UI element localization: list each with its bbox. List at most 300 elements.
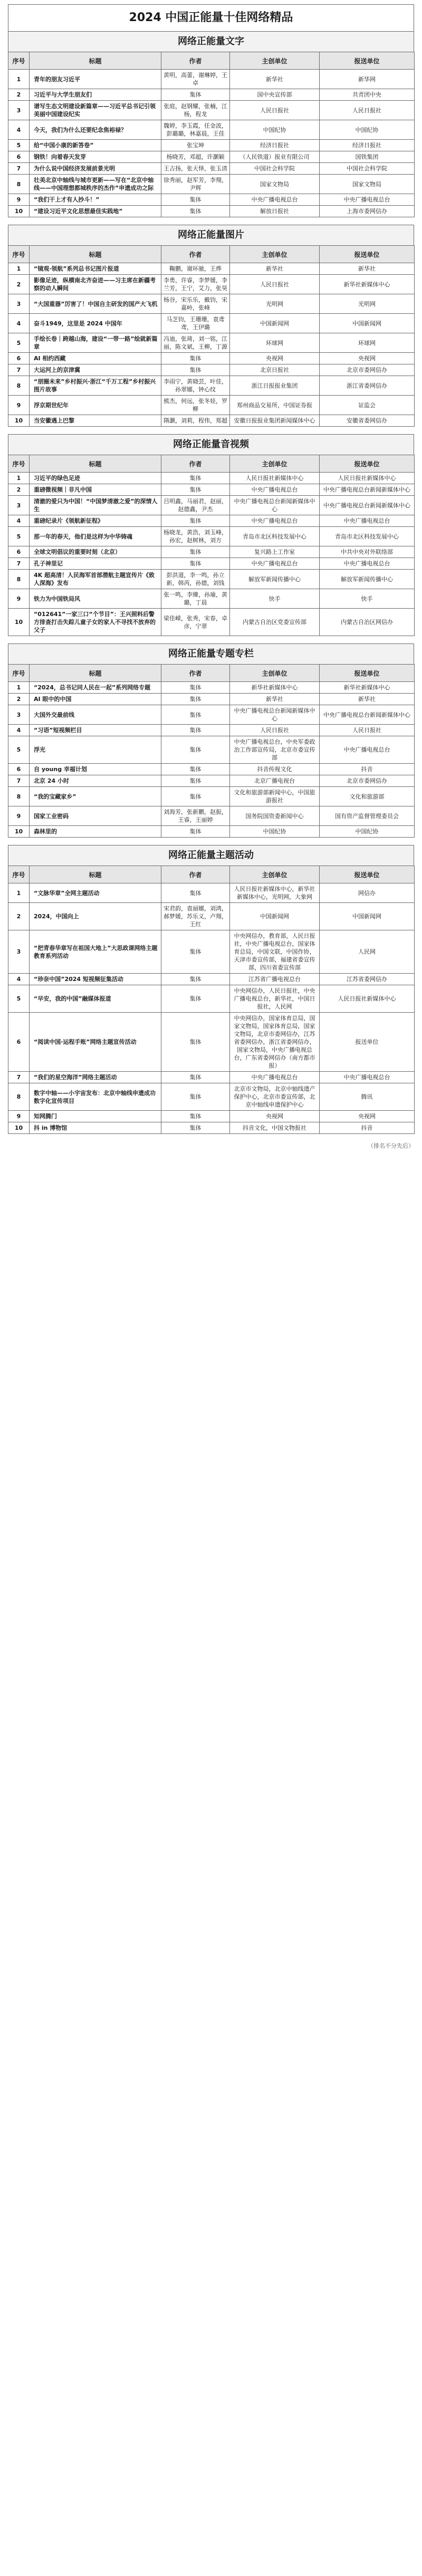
cell-author: 李雨宁，黄晓芸，叶佳，孙翠娜，钟心纹	[161, 376, 230, 396]
section-4	[8, 643, 414, 838]
cell-unit: 中国社会科学院	[230, 163, 320, 175]
cell-title: 青年的朋友习近平	[30, 70, 161, 89]
cell-title: “珍奈中国”2024 短视频征集活动	[30, 974, 161, 985]
cell-author: 黄明，高蕾，谢琳婷，王卓	[161, 70, 230, 89]
cell-submitter: 共青团中央	[320, 89, 415, 101]
table-header-row	[8, 246, 415, 263]
cell-submitter: 新华社	[320, 694, 415, 705]
header-index: 序号	[8, 866, 30, 883]
table-row	[8, 473, 415, 484]
table-row	[8, 194, 415, 206]
table-row	[8, 415, 415, 427]
cell-index: 2	[8, 484, 30, 496]
cell-title: “镜观·领航”系列总书记图片报道	[30, 263, 161, 275]
cell-submitter: 中国纪协	[320, 120, 415, 140]
cell-unit: 新华社	[230, 70, 320, 89]
cell-index: 10	[8, 609, 30, 636]
cell-author: 集体	[161, 515, 230, 527]
cell-title: “大国重器”厉害了！中国自主研发的国产大飞机	[30, 294, 161, 314]
cell-author: 王吉扬，张天怿，张玉清	[161, 163, 230, 175]
cell-title: 那一年的春天，他们是这样为中华铸魂	[30, 527, 161, 546]
table-row	[8, 496, 415, 515]
header-submitter: 报送单位	[320, 455, 415, 473]
cell-unit: 人民日报社	[230, 101, 320, 120]
table-row	[8, 985, 415, 1013]
cell-submitter: 文化和旅游部	[320, 787, 415, 806]
header-submitter: 报送单位	[320, 246, 415, 263]
table-row	[8, 570, 415, 589]
cell-unit: 文化和旅游部新闻中心，中国旅游报社	[230, 787, 320, 806]
cell-title: 北京 24 小时	[30, 775, 161, 787]
cell-unit: 抖音传视文化	[230, 764, 320, 775]
cell-unit: 人民日报社	[230, 275, 320, 294]
section-title: 网络正能量专题专栏	[8, 643, 414, 664]
cell-submitter: 中国新闻网	[320, 903, 415, 930]
section-title: 网络正能量图片	[8, 225, 414, 245]
header-title: 标题	[30, 246, 161, 263]
cell-unit: 新华社	[230, 263, 320, 275]
cell-index: 5	[8, 140, 30, 151]
cell-unit: 中央广播电视总台	[230, 484, 320, 496]
table-row	[8, 1013, 415, 1072]
table-row	[8, 364, 415, 376]
cell-author: 熊杰，何远，张冬娃，罗柳	[161, 396, 230, 415]
header-index: 序号	[8, 246, 30, 263]
header-unit: 主创单位	[230, 866, 320, 883]
cell-index: 1	[8, 883, 30, 903]
table-row	[8, 736, 415, 764]
cell-author: 杨晓龙，黄浩，刘玉峰，孙宏，赵树林，刘方	[161, 527, 230, 546]
cell-author: 马芝钧，王珊珊，袁鸢鸢，王伊璐	[161, 314, 230, 333]
section-3	[8, 434, 414, 636]
cell-title: “建设习近平文化思想最佳实践地”	[30, 206, 161, 217]
cell-submitter: 新华社	[320, 263, 415, 275]
header-unit: 主创单位	[230, 52, 320, 70]
cell-title: 大运河上的京津冀	[30, 364, 161, 376]
cell-author: 集体	[161, 558, 230, 570]
cell-author: 集体	[161, 736, 230, 764]
cell-author: 集体	[161, 1013, 230, 1072]
cell-author: 集体	[161, 484, 230, 496]
table-row	[8, 140, 415, 151]
header-submitter: 报送单位	[320, 866, 415, 883]
table-row	[8, 725, 415, 736]
cell-submitter: 人民日报社	[320, 725, 415, 736]
cell-title: “2024，总书记同人民在一起”系列网络专题	[30, 682, 161, 694]
cell-author: 集体	[161, 764, 230, 775]
table-row	[8, 589, 415, 609]
cell-unit: 国务院国资委新闻中心	[230, 806, 320, 826]
cell-index: 8	[8, 787, 30, 806]
table-row	[8, 120, 415, 140]
cell-title: “我的宝藏家乡”	[30, 787, 161, 806]
cell-submitter: 人民日报社新媒体中心	[320, 473, 415, 484]
cell-title: 孔子神里记	[30, 558, 161, 570]
table-row	[8, 609, 415, 636]
header-title: 标题	[30, 52, 161, 70]
cell-submitter: 环球网	[320, 333, 415, 353]
cell-title: “习语”短视频栏目	[30, 725, 161, 736]
cell-unit: 中央广播电视总台	[230, 194, 320, 206]
cell-submitter: 中央广播电视总台新闻新媒体中心	[320, 484, 415, 496]
cell-author: 集体	[161, 883, 230, 903]
cell-unit: 人民日报社	[230, 725, 320, 736]
cell-title: 壮美北京中轴线与城市更新——写在“北京中轴线——中国理想都城秩序的杰作”申遗成功之际	[30, 175, 161, 194]
section-title: 网络正能量主题活动	[8, 845, 414, 866]
cell-unit: 复兴路上工作室	[230, 546, 320, 558]
cell-index: 8	[8, 1083, 30, 1111]
cell-unit: 中央网信办，国家体育总局，国家文物局，国家体育总局，国家文物局，北京市委网信办，江苏省委网信办，浙江省委网信办，国家文物局，中央广播电视总台，广东省委网信办（南方都市报）	[230, 1013, 320, 1072]
cell-title: 铁力为中国铁局风	[30, 589, 161, 609]
cell-author: 集体	[161, 725, 230, 736]
cell-author: 集体	[161, 930, 230, 974]
table-row	[8, 930, 415, 974]
cell-index: 7	[8, 775, 30, 787]
header-index: 序号	[8, 52, 30, 70]
cell-title: “把青春华章写在祖国大地上”大思政课网络主题教育系列活动	[30, 930, 161, 974]
cell-unit: 中央广播电视总台，中央军委政治工作部宣传局，北京市委宣传部	[230, 736, 320, 764]
cell-index: 8	[8, 175, 30, 194]
cell-title: “我们的星空海洋”网络主题活动	[30, 1072, 161, 1083]
document-page	[8, 0, 414, 1150]
cell-submitter: 青岛市北区科技发展中心	[320, 527, 415, 546]
header-submitter: 报送单位	[320, 665, 415, 682]
cell-author: 张庭，赵钢耀，张楠，江杨，程龙	[161, 101, 230, 120]
table-row	[8, 558, 415, 570]
cell-index: 3	[8, 496, 30, 515]
cell-submitter: 央视网	[320, 1111, 415, 1122]
cell-index: 10	[8, 1122, 30, 1134]
awards-table	[8, 664, 415, 838]
cell-index: 10	[8, 415, 30, 427]
table-header-row	[8, 52, 415, 70]
cell-unit: 快手	[230, 589, 320, 609]
cell-index: 4	[8, 725, 30, 736]
table-row	[8, 484, 415, 496]
cell-unit: 解放军新闻传播中心	[230, 570, 320, 589]
table-row	[8, 263, 415, 275]
awards-table	[8, 866, 415, 1134]
cell-author: 彭洪道，李一鸣，孙立新，韩芮，孙德，刘钱	[161, 570, 230, 589]
table-row	[8, 163, 415, 175]
cell-submitter: 上海市委网信办	[320, 206, 415, 217]
table-row	[8, 175, 415, 194]
cell-author: 集体	[161, 705, 230, 725]
cell-submitter: 新华网	[320, 70, 415, 89]
cell-author: 集体	[161, 775, 230, 787]
cell-title: “阅读中国·运程手账”网络主题宣传活动	[30, 1013, 161, 1072]
table-row	[8, 1111, 415, 1122]
cell-unit: 中国新闻网	[230, 903, 320, 930]
cell-unit: 中央广播电视总台	[230, 515, 320, 527]
header-author: 作者	[161, 665, 230, 682]
document-title: 2024 中国正能量十佳网络精品	[8, 4, 414, 31]
section-2	[8, 225, 414, 427]
table-row	[8, 682, 415, 694]
header-author: 作者	[161, 455, 230, 473]
cell-index: 5	[8, 736, 30, 764]
header-title: 标题	[30, 455, 161, 473]
cell-index: 7	[8, 558, 30, 570]
cell-submitter: 解放军新闻传播中心	[320, 570, 415, 589]
cell-index: 1	[8, 682, 30, 694]
table-row	[8, 515, 415, 527]
cell-title: 4K 超高清！人民海军首部潜航主题宣传片《致人深海》发布	[30, 570, 161, 589]
cell-submitter: 中国新闻网	[320, 314, 415, 333]
cell-submitter: 人民日报社新媒体中心	[320, 985, 415, 1013]
table-header-row	[8, 455, 415, 473]
cell-title: “我们干上才有人抄斗！”	[30, 194, 161, 206]
cell-author: 魏婷，李玉霞，任金波，彭璐璐，林嘉晨，王佳	[161, 120, 230, 140]
cell-author: 集体	[161, 1072, 230, 1083]
cell-author: 冯迪，张琦，刘一铭，江丽，陈文斌，王柳，丁源	[161, 333, 230, 353]
cell-title: 习近平的绿色足迹	[30, 473, 161, 484]
cell-index: 9	[8, 589, 30, 609]
cell-title: 清澈的爱只为中国！“中国梦清澈之爱”的深情人生	[30, 496, 161, 515]
cell-title: 影像足迹，纵横南北齐奋进——习主席在新疆考察的动人瞬间	[30, 275, 161, 294]
table-header-row	[8, 665, 415, 682]
header-index: 序号	[8, 455, 30, 473]
cell-author: 集体	[161, 826, 230, 838]
cell-title: 重磅纪录片《领航新征程》	[30, 515, 161, 527]
cell-author: 集体	[161, 1122, 230, 1134]
section-1	[8, 31, 414, 217]
awards-table	[8, 245, 415, 427]
table-row	[8, 275, 415, 294]
cell-index: 9	[8, 194, 30, 206]
cell-author: 集体	[161, 473, 230, 484]
cell-author: 集体	[161, 89, 230, 101]
cell-index: 4	[8, 974, 30, 985]
cell-unit: 中央广播电视总台	[230, 558, 320, 570]
table-row	[8, 314, 415, 333]
cell-unit: 人民日报社新媒体中心	[230, 473, 320, 484]
cell-unit: 浙江日报报业集团	[230, 376, 320, 396]
cell-index: 5	[8, 985, 30, 1013]
cell-index: 3	[8, 930, 30, 974]
cell-title: 自 young 幸福计划	[30, 764, 161, 775]
cell-index: 6	[8, 353, 30, 364]
cell-index: 9	[8, 396, 30, 415]
header-author: 作者	[161, 52, 230, 70]
cell-unit: 新华社	[230, 694, 320, 705]
cell-unit: 人民日报社新媒体中心，新华社新媒体中心，光明网，大象网	[230, 883, 320, 903]
table-row	[8, 764, 415, 775]
cell-index: 9	[8, 1111, 30, 1122]
cell-author: 徐秀丽，赵军芳，李翔，尹辉	[161, 175, 230, 194]
cell-submitter: 中央广播电视总台新闻新媒体中心	[320, 496, 415, 515]
cell-submitter: 中央广播电视总台	[320, 515, 415, 527]
cell-index: 3	[8, 294, 30, 314]
cell-author: 吕明鑫，马丽君，赵丽，赵德鑫，尹杰	[161, 496, 230, 515]
header-unit: 主创单位	[230, 665, 320, 682]
table-row	[8, 353, 415, 364]
header-title: 标题	[30, 665, 161, 682]
table-row	[8, 376, 415, 396]
cell-submitter: 国有资产监督管理委员会	[320, 806, 415, 826]
section-5	[8, 845, 414, 1134]
table-row	[8, 101, 415, 120]
table-row	[8, 396, 415, 415]
cell-index: 3	[8, 101, 30, 120]
header-author: 作者	[161, 246, 230, 263]
cell-title: AI 眼中的中国	[30, 694, 161, 705]
cell-index: 1	[8, 70, 30, 89]
cell-index: 6	[8, 1013, 30, 1072]
cell-author: 李勇，许睿，李梦媛，李兰芳，王宁，艾力，张昊	[161, 275, 230, 294]
cell-submitter: 中国社会科学院	[320, 163, 415, 175]
table-row	[8, 883, 415, 903]
table-row	[8, 527, 415, 546]
cell-submitter: 证监会	[320, 396, 415, 415]
cell-unit: 经济日报社	[230, 140, 320, 151]
table-row	[8, 70, 415, 89]
section-title: 网络正能量文字	[8, 31, 414, 52]
cell-unit: 郑州商品交易所，中国证券报	[230, 396, 320, 415]
cell-unit: 环球网	[230, 333, 320, 353]
cell-author: 集体	[161, 682, 230, 694]
cell-unit: 中国纪协	[230, 826, 320, 838]
cell-index: 2	[8, 694, 30, 705]
table-row	[8, 294, 415, 314]
cell-submitter: 北京市委网信办	[320, 775, 415, 787]
header-title: 标题	[30, 866, 161, 883]
cell-submitter: 人民日报社	[320, 101, 415, 120]
cell-title: AI 相约西藏	[30, 353, 161, 364]
cell-index: 8	[8, 376, 30, 396]
cell-title: 给“中国小康的新答卷”	[30, 140, 161, 151]
cell-author: 张一鸣，李臻，孙瑜，黄璐，丁晨	[161, 589, 230, 609]
cell-unit: （人民铁道）报业有限公司	[230, 151, 320, 163]
cell-unit: 国中央宣传部	[230, 89, 320, 101]
cell-index: 4	[8, 120, 30, 140]
cell-unit: 国家文物局	[230, 175, 320, 194]
header-author: 作者	[161, 866, 230, 883]
cell-title: 今天，我们为什么还要纪念焦裕禄？	[30, 120, 161, 140]
cell-index: 5	[8, 527, 30, 546]
table-row	[8, 546, 415, 558]
cell-index: 2	[8, 903, 30, 930]
cell-index: 1	[8, 263, 30, 275]
cell-index: 6	[8, 546, 30, 558]
section-title: 网络正能量音视频	[8, 434, 414, 455]
cell-author: 集体	[161, 206, 230, 217]
cell-author: 集体	[161, 353, 230, 364]
cell-author: 集体	[161, 787, 230, 806]
cell-unit: 解放日报社	[230, 206, 320, 217]
cell-unit: 北京日报社	[230, 364, 320, 376]
cell-author: 集体	[161, 694, 230, 705]
table-row	[8, 694, 415, 705]
cell-unit: 抖音文化，中国文物报社	[230, 1122, 320, 1134]
cell-unit: 中国纪协	[230, 120, 320, 140]
sections-container	[8, 31, 414, 1134]
cell-submitter: 中央广播电视总台	[320, 736, 415, 764]
cell-title: 2024，中国向上	[30, 903, 161, 930]
table-row	[8, 151, 415, 163]
table-row	[8, 806, 415, 826]
cell-title: “文脉华章”全网主题活动	[30, 883, 161, 903]
cell-title: “012641”一家三口“个节目”：王兴照料后警方排查打击失踪儿童子女的家人不寻找不放弃的父子	[30, 609, 161, 636]
table-row	[8, 333, 415, 353]
cell-submitter: 中央广播电视总台	[320, 558, 415, 570]
cell-author: 刘海芳，张新鹏，赵振，王睿，王丽婷	[161, 806, 230, 826]
cell-index: 2	[8, 275, 30, 294]
cell-unit: 北京市文物局，北京中轴线遗产保护中心，北京市委宣传部，北京中轴线申遗保护中心	[230, 1083, 320, 1111]
cell-index: 8	[8, 570, 30, 589]
cell-author: 杨晓芳，邓超，许灏颖	[161, 151, 230, 163]
cell-submitter: 央视网	[320, 353, 415, 364]
table-row	[8, 1083, 415, 1111]
cell-author: 隋灏，刘莉，程伟，郑超	[161, 415, 230, 427]
cell-title: “朋圈未来”乡村振兴·浙江“千万工程”乡村振兴图片故事	[30, 376, 161, 396]
cell-title: 奋斗1949，这里是 2024 中国年	[30, 314, 161, 333]
cell-author: 梁佳嵘，张秀，宋春，卓彦，宁翠	[161, 609, 230, 636]
cell-submitter: 中央广播电视总台新闻新媒体中心	[320, 705, 415, 725]
cell-index: 1	[8, 473, 30, 484]
cell-title: 国家工业密码	[30, 806, 161, 826]
cell-unit: 中央网信办，人民日报社，中央广播电视总台，新华社，中国日报社，人民网	[230, 985, 320, 1013]
cell-author: 鞠鹏，谢环驰，王烨	[161, 263, 230, 275]
cell-index: 7	[8, 1072, 30, 1083]
cell-index: 4	[8, 314, 30, 333]
cell-title: 抖 in 博物馆	[30, 1122, 161, 1134]
cell-unit: 中央网信办，教育部，人民日报社，中央广播电视总台，国家体育总局，中国文联，中国作协，天津市委宣传部，福建省委宣传部，四川省委宣传部	[230, 930, 320, 974]
cell-unit: 北京广播电视台	[230, 775, 320, 787]
cell-unit: 中国新闻网	[230, 314, 320, 333]
cell-title: 全球文明倡议的重要时刻（北京）	[30, 546, 161, 558]
cell-author: 集体	[161, 1111, 230, 1122]
cell-submitter: 人民网	[320, 930, 415, 974]
cell-submitter: 抖音	[320, 764, 415, 775]
cell-index: 9	[8, 806, 30, 826]
table-row	[8, 787, 415, 806]
cell-title: 大国外交最前线	[30, 705, 161, 725]
cell-index: 4	[8, 515, 30, 527]
cell-submitter: 网信办	[320, 883, 415, 903]
cell-submitter: 腾讯	[320, 1083, 415, 1111]
awards-table	[8, 455, 415, 636]
awards-table	[8, 52, 415, 217]
cell-submitter: 国家文物局	[320, 175, 415, 194]
header-submitter: 报送单位	[320, 52, 415, 70]
cell-title: “早安，我的中国”融媒体报道	[30, 985, 161, 1013]
cell-title: 浮京期世纪年	[30, 396, 161, 415]
cell-title: 浮光	[30, 736, 161, 764]
cell-index: 5	[8, 333, 30, 353]
header-unit: 主创单位	[230, 246, 320, 263]
cell-index: 6	[8, 764, 30, 775]
cell-submitter: 快手	[320, 589, 415, 609]
cell-submitter: 报送单位	[320, 1013, 415, 1072]
cell-title: 谱写生态文明建设新篇章——习近平总书记引领美丽中国建设纪实	[30, 101, 161, 120]
table-row	[8, 1072, 415, 1083]
cell-title: 森林里的	[30, 826, 161, 838]
table-row	[8, 89, 415, 101]
table-row	[8, 826, 415, 838]
cell-index: 7	[8, 163, 30, 175]
table-row	[8, 974, 415, 985]
cell-submitter: 中央广播电视总台	[320, 194, 415, 206]
cell-title: 钢铁！向着春天发芽	[30, 151, 161, 163]
cell-index: 10	[8, 826, 30, 838]
cell-submitter: 新华社新媒体中心	[320, 275, 415, 294]
cell-author: 集体	[161, 546, 230, 558]
cell-unit: 光明网	[230, 294, 320, 314]
cell-submitter: 安徽省委网信办	[320, 415, 415, 427]
cell-index: 7	[8, 364, 30, 376]
cell-title: 为什么说中国经济发展前景光明	[30, 163, 161, 175]
